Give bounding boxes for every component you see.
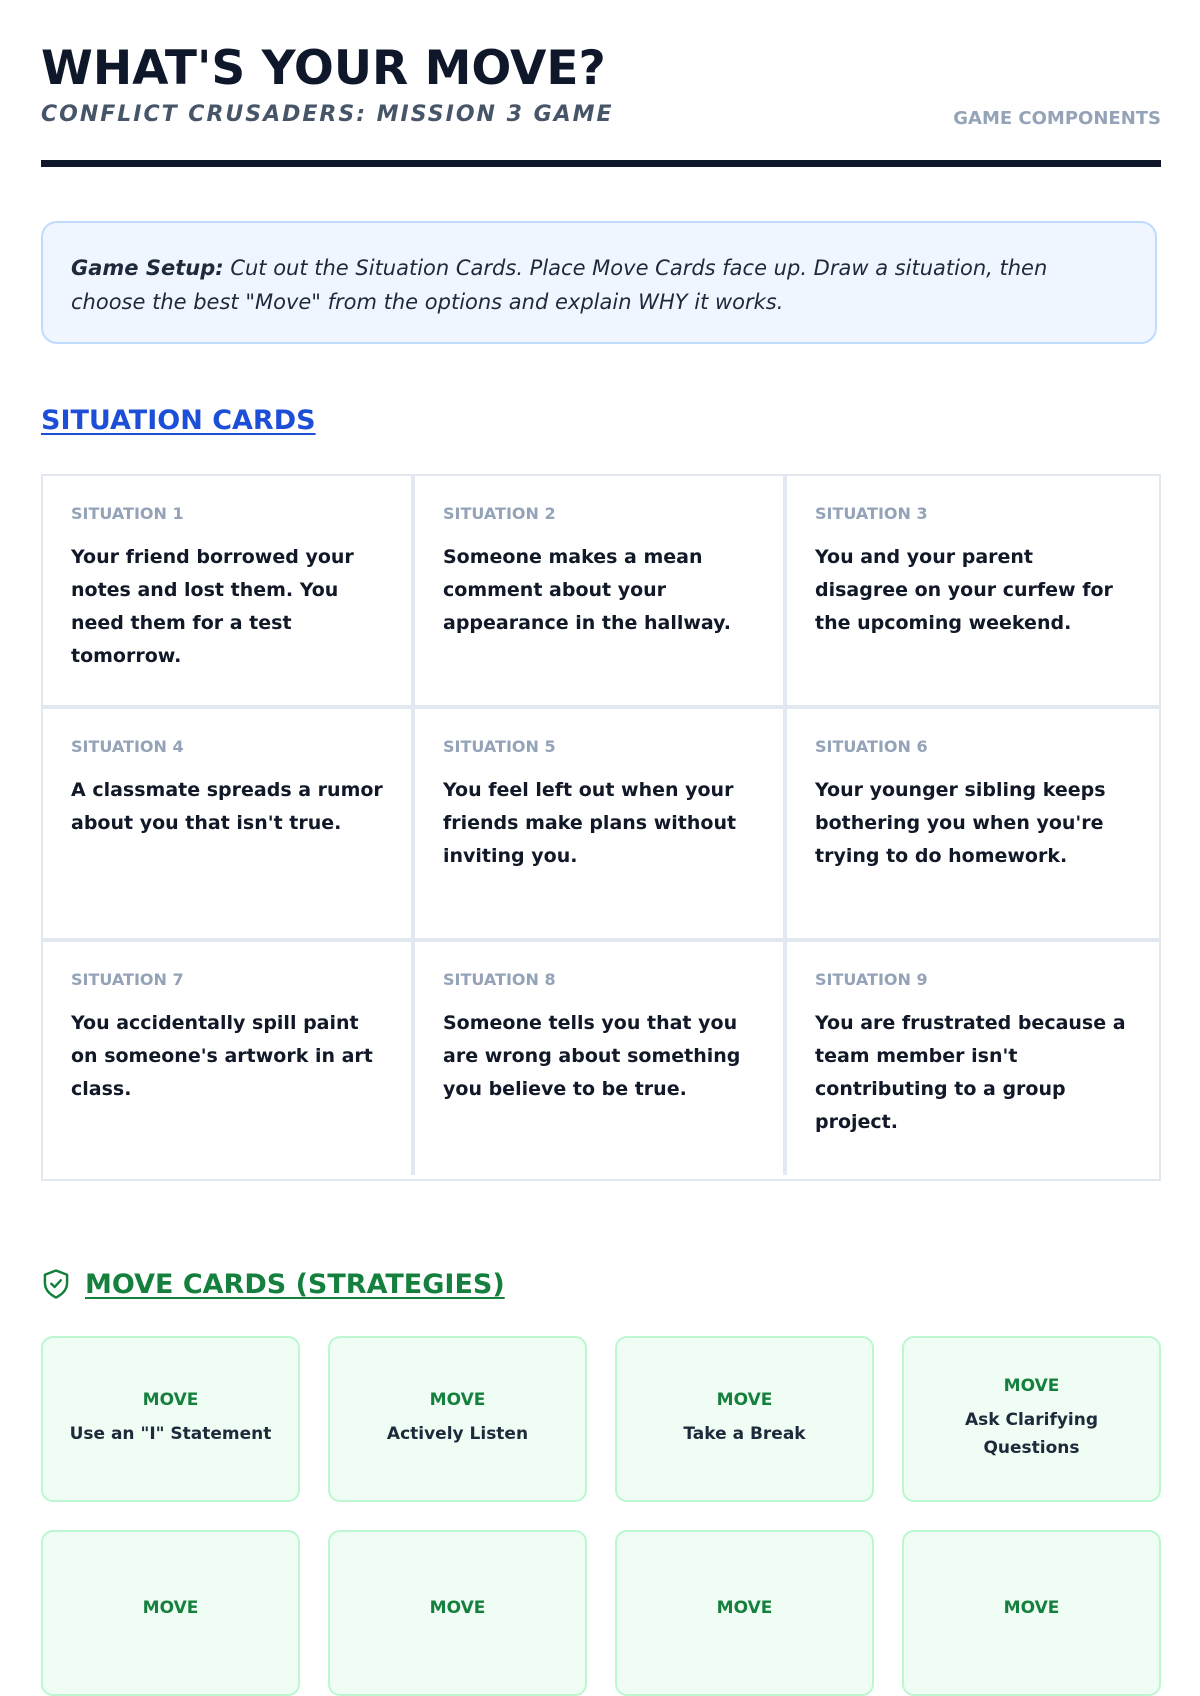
move-card: [328, 1336, 587, 1502]
situation-card-text: You and your parent disagree on your curfew for the upcoming weekend.: [815, 546, 1113, 634]
situation-card-label: SITUATION 4: [71, 737, 184, 756]
move-cards-heading: MOVE CARDS (STRATEGIES): [85, 1268, 505, 1300]
move-cards-heading-row: [41, 1264, 505, 1304]
situation-card-label: SITUATION 6: [815, 737, 928, 756]
situation-card-label: SITUATION 2: [443, 504, 556, 523]
worksheet-page: [41, 0, 1161, 1618]
situation-card: [415, 709, 787, 942]
situation-card: [43, 709, 415, 942]
move-card-name: Use an "I" Statement: [69, 1424, 272, 1444]
move-card-label: MOVE: [1003, 1598, 1060, 1618]
situation-card-text: You are frustrated because a team member isn't contributing to a group project.: [815, 1012, 1126, 1133]
move-card-label: MOVE: [1003, 1376, 1060, 1396]
situation-card-label: SITUATION 3: [815, 504, 928, 523]
header-divider: [41, 160, 1161, 167]
game-setup-text: Cut out the Situation Cards. Place Move Cards face up. Draw a situation, then choose the best "Move" from the options and explain WHY it works.: [71, 256, 1048, 314]
situation-cards-heading: SITUATION CARDS: [41, 405, 316, 436]
situation-card: [43, 942, 415, 1175]
situation-cards-grid: [41, 474, 1161, 1181]
situation-card: [787, 476, 1159, 709]
situation-card: [415, 476, 787, 709]
game-setup-box: [41, 221, 1157, 344]
situation-card: [415, 942, 787, 1175]
move-card-name: Take a Break: [683, 1424, 806, 1444]
move-card-label: MOVE: [142, 1598, 199, 1618]
page-subtitle: CONFLICT CRUSADERS: MISSION 3 GAME: [41, 102, 614, 127]
move-card: [615, 1530, 874, 1696]
game-setup-label: Game Setup:: [71, 256, 224, 280]
situation-card-text: Your friend borrowed your notes and lost them. You need them for a test tomorrow.: [71, 546, 354, 667]
move-card: [902, 1530, 1161, 1696]
situation-card: [43, 476, 415, 709]
situation-card-text: Your younger sibling keeps bothering you when you're trying to do homework.: [815, 779, 1106, 867]
situation-card-label: SITUATION 5: [443, 737, 556, 756]
situation-card-text: You feel left out when your friends make plans without inviting you.: [443, 779, 737, 867]
page-title: WHAT'S YOUR MOVE?: [41, 41, 606, 96]
move-card-name: Actively Listen: [386, 1424, 529, 1444]
situation-card: [787, 942, 1159, 1175]
shield-check-icon: [41, 1268, 71, 1300]
move-cards-grid: [41, 1336, 1161, 1696]
move-card: [902, 1336, 1161, 1502]
situation-card-label: SITUATION 9: [815, 970, 928, 989]
situation-card-label: SITUATION 1: [71, 504, 184, 523]
move-card-label: MOVE: [142, 1390, 199, 1410]
move-card-label: MOVE: [716, 1390, 773, 1410]
page-header: [41, 0, 1161, 167]
situation-card-text: A classmate spreads a rumor about you that isn't true.: [71, 779, 383, 834]
move-card: [41, 1336, 300, 1502]
move-card: [615, 1336, 874, 1502]
move-card: [41, 1530, 300, 1696]
situation-card-label: SITUATION 7: [71, 970, 184, 989]
situation-card-label: SITUATION 8: [443, 970, 556, 989]
move-card-label: MOVE: [716, 1598, 773, 1618]
move-card: [328, 1530, 587, 1696]
situation-card: [787, 709, 1159, 942]
move-card-label: MOVE: [429, 1390, 486, 1410]
situation-card-text: Someone tells you that you are wrong about something you believe to be true.: [443, 1012, 741, 1100]
game-components-label: GAME COMPONENTS: [953, 108, 1161, 129]
situation-card-text: You accidentally spill paint on someone's artwork in art class.: [71, 1012, 373, 1100]
situation-card-text: Someone makes a mean comment about your appearance in the hallway.: [443, 546, 731, 634]
move-card-name: Ask Clarifying Questions: [964, 1410, 1099, 1458]
move-card-label: MOVE: [429, 1598, 486, 1618]
